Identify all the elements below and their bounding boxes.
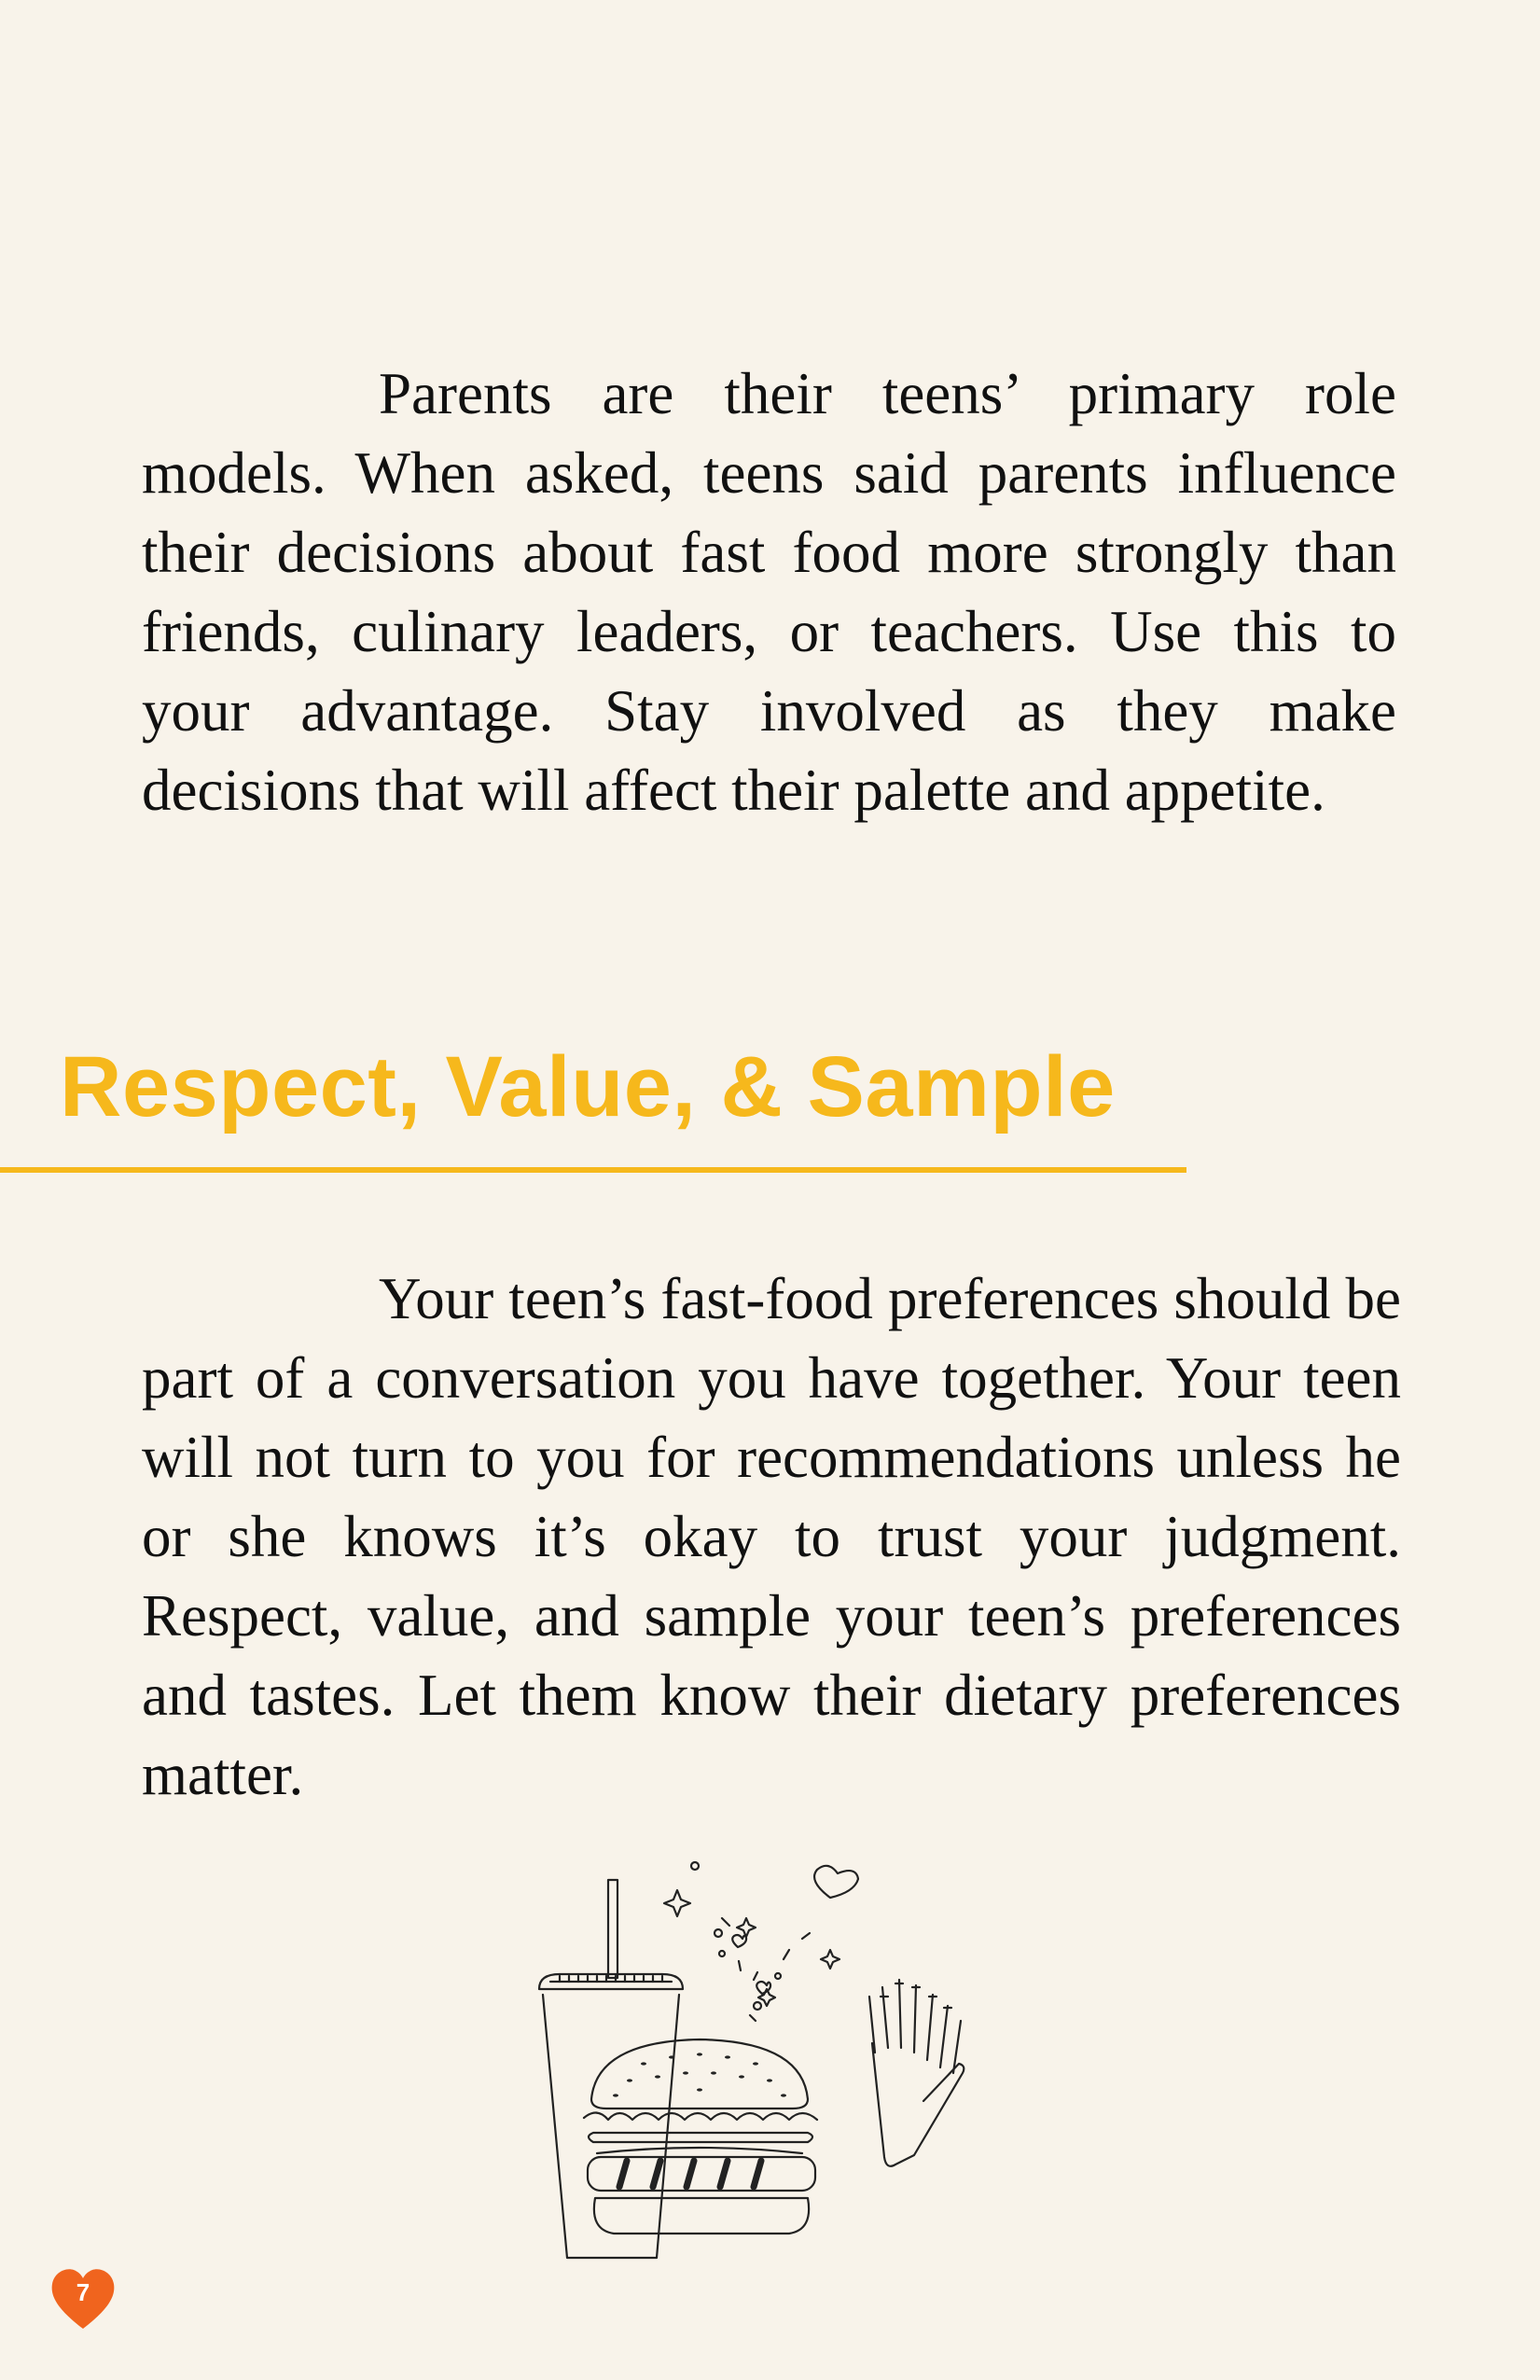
page-number: 7: [76, 2278, 90, 2306]
page-number-badge: [49, 2267, 118, 2332]
body-paragraph: Your teen’s fast-food preferences should be part of a conversation you have together. Your teen will not turn to you for recommendations unless he or she knows it’s okay to trust your judgment. Respect, value, and sample your teen’s preferences and tastes. Let them know their dietary preferences matter.: [142, 1266, 1401, 1807]
section-heading: Respect, Value, & Sample: [60, 1039, 1116, 1134]
intro-paragraph: Parents are their teens’ primary role models. When asked, teens said parents influence their decisions about fast food more strongly than friends, culinary leaders, or teachers. Use this to your advantage. Stay involved as they make decisions that will affect their palette and appetite.: [142, 361, 1396, 823]
heading-underline: [0, 1167, 1186, 1173]
fast-food-illustration-icon: [522, 1857, 989, 2286]
